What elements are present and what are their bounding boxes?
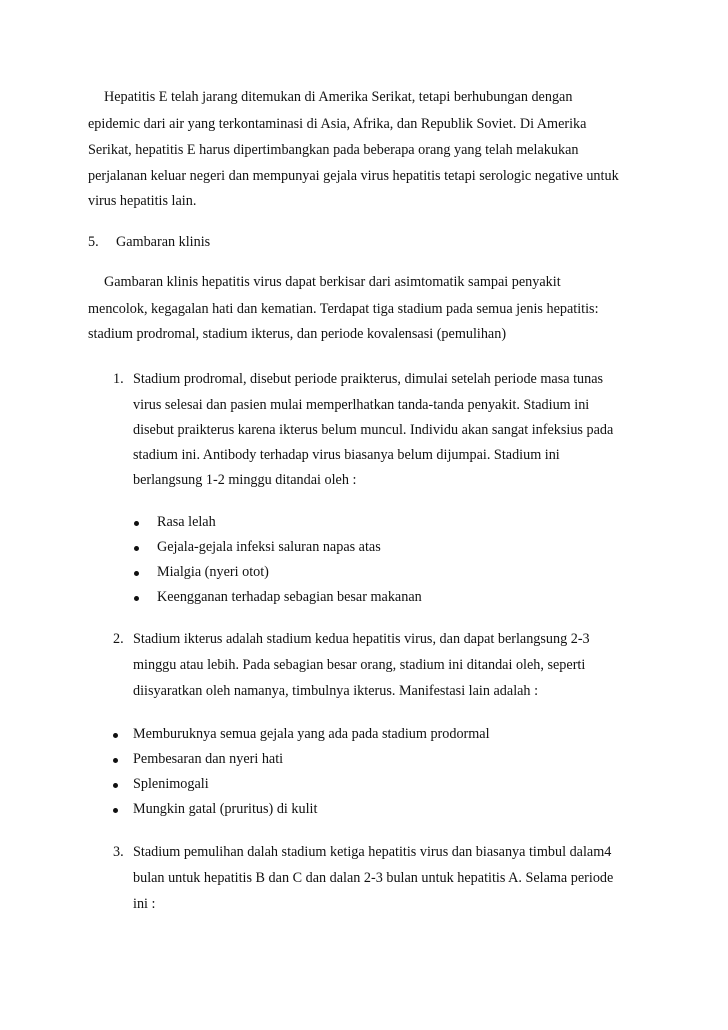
- stage-number: 1.: [113, 371, 124, 387]
- list-item: Memburuknya semua gejala yang ada pada stadium prodormal: [133, 726, 490, 742]
- stage3-line: ini :: [133, 896, 156, 912]
- clinical-line: Gambaran klinis hepatitis virus dapat berkisar dari asimtomatik sampai penyakit: [104, 274, 561, 290]
- stage2-line: minggu atau lebih. Pada sebagian besar orang, stadium ini ditandai oleh, seperti: [133, 657, 586, 673]
- stage-number: 3.: [113, 844, 124, 860]
- list-item: Pembesaran dan nyeri hati: [133, 751, 284, 767]
- stage1-line: stadium ini. Antibody terhadap virus biasanya belum dijumpai. Stadium ini: [133, 447, 560, 463]
- intro-line: virus hepatitis lain.: [88, 193, 197, 209]
- bullet-icon: [113, 783, 118, 788]
- intro-line: perjalanan keluar negeri dan mempunyai gejala virus hepatitis tetapi serologic negative untuk: [88, 168, 619, 184]
- bullet-icon: [134, 596, 139, 601]
- stage2-line: Stadium ikterus adalah stadium kedua hepatitis virus, dan dapat berlangsung 2-3: [133, 631, 590, 647]
- list-item: Splenimogali: [133, 776, 209, 792]
- bullet-icon: [113, 733, 118, 738]
- section-number: 5.: [88, 234, 99, 250]
- intro-line: Hepatitis E telah jarang ditemukan di Amerika Serikat, tetapi berhubungan dengan: [104, 89, 573, 105]
- bullet-icon: [113, 758, 118, 763]
- bullet-icon: [113, 808, 118, 813]
- list-item: Keengganan terhadap sebagian besar makanan: [157, 589, 422, 605]
- list-item: Mungkin gatal (pruritus) di kulit: [133, 801, 318, 817]
- clinical-line: mencolok, kegagalan hati dan kematian. Terdapat tiga stadium pada semua jenis hepatitis:: [88, 301, 599, 317]
- list-item: Mialgia (nyeri otot): [157, 564, 269, 580]
- stage3-line: Stadium pemulihan dalah stadium ketiga hepatitis virus dan biasanya timbul dalam4: [133, 844, 612, 860]
- stage1-line: berlangsung 1-2 minggu ditandai oleh :: [133, 472, 357, 488]
- stage2-line: diisyaratkan oleh namanya, timbulnya ikterus. Manifestasi lain adalah :: [133, 683, 539, 699]
- list-item: Rasa lelah: [157, 514, 216, 530]
- stage1-line: disebut praikterus karena ikterus belum muncul. Individu akan sangat infeksius pada: [133, 422, 614, 438]
- stage3-line: bulan untuk hepatitis B dan C dan dalan 2-3 bulan untuk hepatitis A. Selama periode: [133, 870, 614, 886]
- stage1-line: virus selesai dan pasien mulai memperlhatkan tanda-tanda penyakit. Stadium ini: [133, 397, 590, 413]
- intro-line: Serikat, hepatitis E harus dipertimbangkan pada beberapa orang yang telah melakukan: [88, 142, 579, 158]
- bullet-icon: [134, 571, 139, 576]
- section-title: Gambaran klinis: [116, 234, 211, 250]
- list-item: Gejala-gejala infeksi saluran napas atas: [157, 539, 381, 555]
- stage1-line: Stadium prodromal, disebut periode praikterus, dimulai setelah periode masa tunas: [133, 371, 604, 387]
- clinical-line: stadium prodromal, stadium ikterus, dan periode kovalensasi (pemulihan): [88, 326, 507, 342]
- bullet-icon: [134, 546, 139, 551]
- stage-number: 2.: [113, 631, 124, 647]
- intro-line: epidemic dari air yang terkontaminasi di Asia, Afrika, dan Republik Soviet. Di Amerika: [88, 116, 587, 132]
- bullet-icon: [134, 521, 139, 526]
